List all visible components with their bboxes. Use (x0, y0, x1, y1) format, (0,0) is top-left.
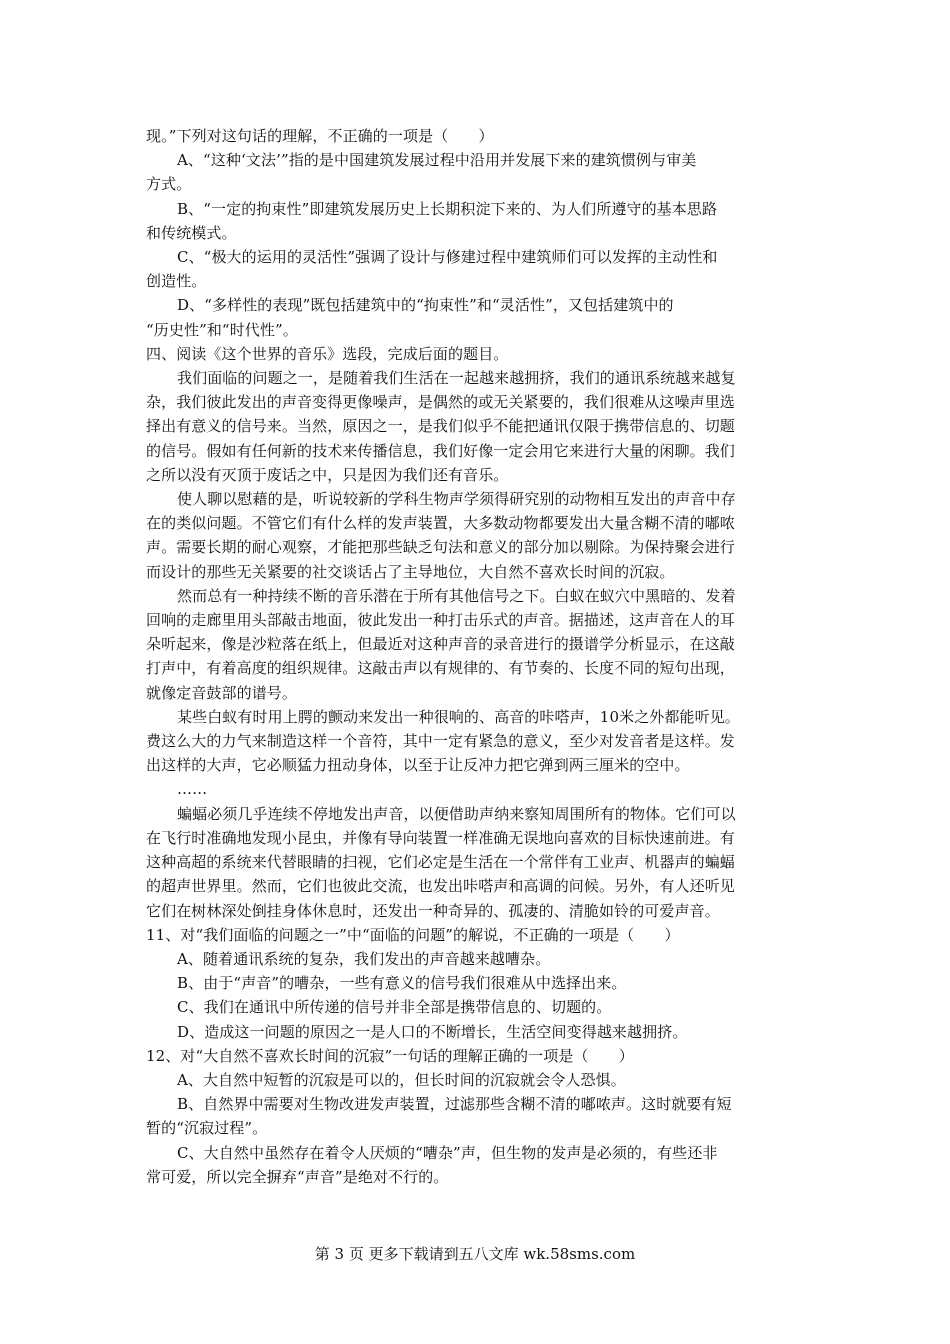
page-footer: 第 3 页 更多下载请到五八文库 wk.58sms.com (314, 1245, 636, 1263)
text-line: C、“极大的运用的灵活性”强调了设计与修建过程中建筑师们可以发挥的主动性和 (177, 248, 718, 267)
text-line: 四、阅读《这个世界的音乐》选段，完成后面的题目。 (146, 344, 509, 363)
document-body (146, 124, 808, 1189)
text-line: 方式。 (146, 175, 192, 194)
text-line: 的信号。假如有任何新的技术来传播信息，我们好像一定会用它来进行大量的闲聊。我们 (146, 441, 735, 460)
text-line: 朵听起来，像是沙粒落在纸上，但最近对这种声音的录音进行的摄谱学分析显示，在这敲 (146, 635, 735, 654)
text-line: A、随着通讯系统的复杂，我们发出的声音越来越嘈杂。 (177, 949, 551, 968)
text-line: 之所以没有灭顶于废话之中，只是因为我们还有音乐。 (146, 465, 509, 484)
text-line: 11、对“我们面临的问题之一”中“面临的问题”的解说，不正确的一项是（ ） (146, 925, 680, 944)
text-line: 现。”下列对这句话的理解，不正确的一项是（ ） (146, 127, 494, 145)
text-line: A、“这种‘文法’”指的是中国建筑发展过程中沿用并发展下来的建筑惯例与审美 (177, 151, 697, 170)
text-line: C、我们在通讯中所传递的信号并非全部是携带信息的、切题的。 (177, 998, 612, 1017)
text-line: 使人聊以慰藉的是，听说较新的学科生物声学须得研究别的动物相互发出的声音中存 (177, 490, 736, 509)
text-line: 在的类似问题。不管它们有什么样的发声装置，大多数动物都要发出大量含糊不清的嘟哝 (146, 514, 735, 533)
text-line: 这种高超的系统来代替眼睛的扫视，它们必定是生活在一个常伴有工业声、机器声的蝙蝠 (146, 853, 735, 872)
text-line: 创造性。 (146, 272, 207, 291)
text-line: “历史性”和“时代性”。 (146, 320, 298, 339)
text-line: 打声中，有着高度的组织规律。这敲击声以有规律的、有节奏的、长度不同的短句出现， (146, 659, 735, 678)
text-line: B、自然界中需要对生物改进发声装置，过滤那些含糊不清的嘟哝声。这时就要有短 (177, 1095, 732, 1114)
text-line: C、大自然中虽然存在着令人厌烦的“嘈杂”声，但生物的发声是必须的，有些还非 (177, 1143, 718, 1162)
text-line: 常可爱，所以完全摒弃“声音”是绝对不行的。 (146, 1167, 449, 1186)
text-line: 杂，我们彼此发出的声音变得更像噪声，是偶然的或无关紧要的，我们很难从这噪声里选 (146, 393, 735, 412)
text-line: 暂的“沉寂过程”。 (146, 1119, 268, 1138)
text-line: 的超声世界里。然而，它们也彼此交流，也发出咔嗒声和高调的问候。另外，有人还听见 (146, 877, 735, 896)
text-line: B、由于“声音”的嘈杂，一些有意义的信号我们很难从中选择出来。 (177, 974, 627, 993)
text-line: 它们在树林深处倒挂身体休息时，还发出一种奇异的、孤凄的、清脆如铃的可爱声音。 (146, 901, 720, 920)
text-line: 而设计的那些无关紧要的社交谈话占了主导地位，大自然不喜欢长时间的沉寂。 (146, 562, 675, 581)
text-line: …… (177, 780, 208, 799)
text-line: 回响的走廊里用头部敲击地面，彼此发出一种打击乐式的声音。据描述，这声音在人的耳 (146, 611, 735, 630)
text-line: 就像定音鼓部的谱号。 (146, 683, 298, 702)
text-line: 我们面临的问题之一，是随着我们生活在一起越来越拥挤，我们的通讯系统越来越复 (177, 369, 736, 388)
text-line: 择出有意义的信号来。当然，原因之一，是我们似乎不能把通讯仅限于携带信息的、切题 (146, 417, 735, 436)
text-line: D、造成这一问题的原因之一是人口的不断增长，生活空间变得越来越拥挤。 (177, 1022, 688, 1041)
text-line: 费这么大的力气来制造这样一个音符，其中一定有紧急的意义，至少对发音者是这样。发 (146, 732, 735, 751)
text-line: 在飞行时准确地发现小昆虫，并像有导向装置一样准确无误地向喜欢的目标快速前进。有 (146, 828, 735, 847)
text-line: 和传统模式。 (146, 223, 237, 242)
text-line: 出这样的大声，它必顺猛力扭动身体，以至于让反冲力把它弹到两三厘米的空中。 (146, 756, 690, 775)
text-line: 然而总有一种持续不断的音乐潜在于所有其他信号之下。白蚁在蚁穴中黑暗的、发着 (177, 586, 736, 605)
text-line: 12、对“大自然不喜欢长时间的沉寂”一句话的理解正确的一项是（ ） (146, 1046, 634, 1065)
text-line: D、“多样性的表现”既包括建筑中的“拘束性”和“灵活性”，又包括建筑中的 (177, 296, 674, 315)
text-line: 蝙蝠必须几乎连续不停地发出声音，以便借助声纳来察知周围所有的物体。它们可以 (177, 804, 736, 823)
text-line: 声。需要长期的耐心观察，才能把那些缺乏句法和意义的部分加以剔除。为保持聚会进行 (146, 538, 735, 557)
text-line: A、大自然中短暂的沉寂是可以的，但长时间的沉寂就会令人恐惧。 (177, 1070, 626, 1089)
text-line: B、“一定的拘束性”即建筑发展历史上长期积淀下来的、为人们所遵守的基本思路 (177, 199, 718, 218)
text-line: 某些白蚁有时用上腭的颤动来发出一种很响的、高音的咔嗒声，10米之外都能听见。 (177, 707, 740, 726)
